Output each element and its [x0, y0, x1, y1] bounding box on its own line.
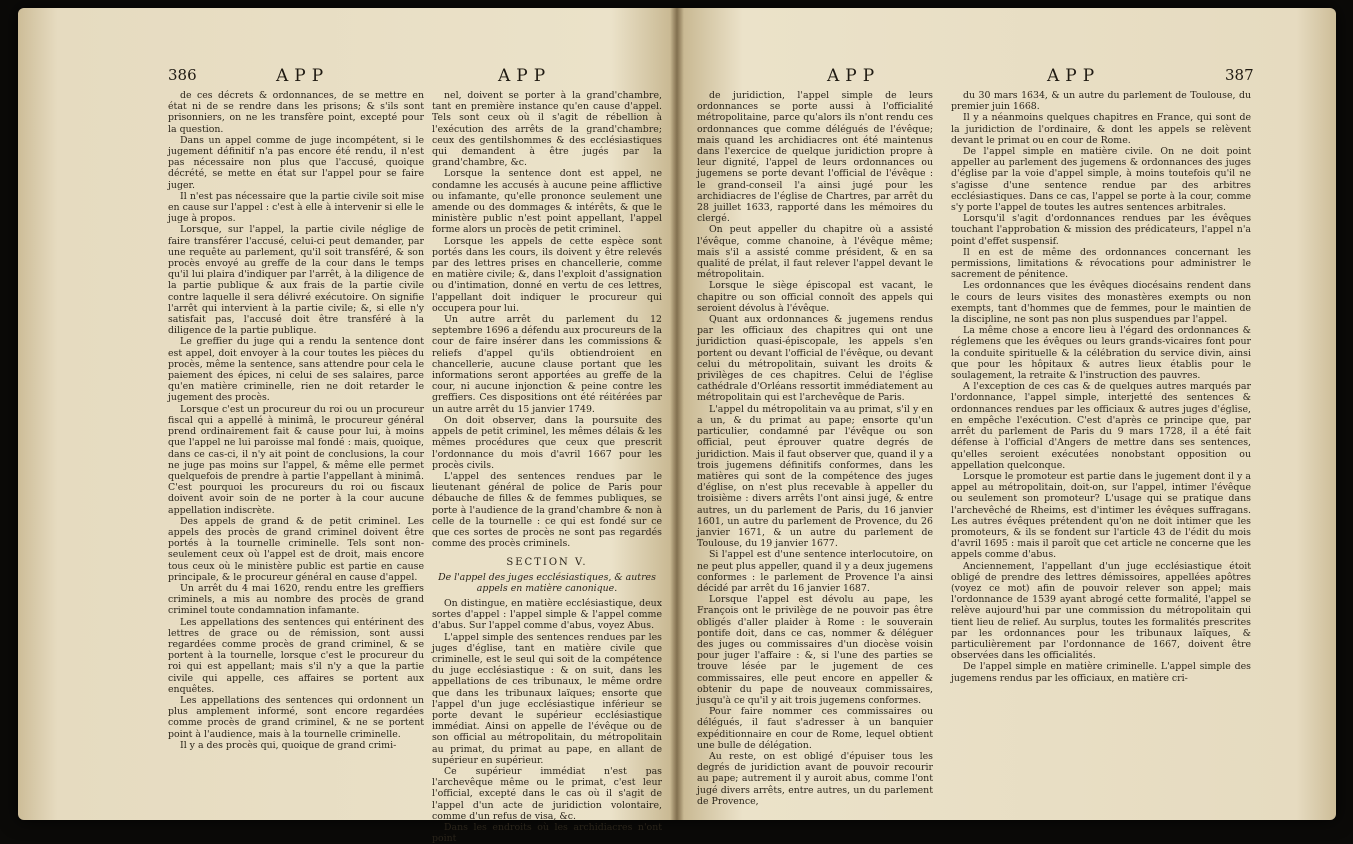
right-running-head-2: APP — [1047, 66, 1101, 86]
paragraph: nel, doivent se porter à la grand'chambre, tant en première instance qu'en cause d'appel. Tels sont ceux où il s'agit de rébellion à l'exécution des arrêts de la grand'chambre; ceux des gentilshommes & des ecclésiastiques qui demandent à être jugés par la grand'chambre, &c. — [432, 90, 662, 169]
right-running-head-1: APP — [827, 66, 881, 86]
paragraph: On distingue, en matière ecclésiastique, deux sortes d'appel : l'appel simple & l'appel comme d'abus. Sur l'appel comme d'abus, voyez Abus. — [432, 597, 662, 632]
paragraph: de juridiction, l'appel simple de leurs ordonnances se porte aussi à l'officialité métropolitaine, parce qu'alors ils n'ont rendu ces ordonnances que comme délégués de l'évêque; mais quand les archidiacres ont été maintenus dans l'exercice de quelque juridiction propre à leur dignité, l'appel de leurs ordonnances ou jugemens se porte devant l'official de l'évêque : le grand-conseil l'a ainsi jugé pour les archidiacres de l'église de Chartres, par arrêt du 28 juillet 1633, rapporté dans les mémoires du clergé. — [697, 90, 933, 225]
paragraph: Il y a des procès qui, quoique de grand crimi- — [180, 739, 397, 751]
paragraph: De l'appel simple en matière civile. On ne doit point appeller au parlement des jugemens & ordonnances des juges d'église par la voie d'appel simple, à moins toutefois qu'il ne s'agisse d'une sentence rendue par des arbitres ecclésiastiques. Dans ce cas, l'appel se porte à la cour, comme s'y porte l'appel de toutes les autres sentences arbitrales. — [951, 146, 1251, 214]
paragraph: Les ordonnances que les évêques diocésains rendent dans le cours de leurs visites des monastères exempts ou non exempts, tant d'hommes que de femmes, pour le maintien de la discipline, ne sont pas non plus suspendues par l'appel. — [951, 280, 1251, 326]
paragraph: L'appel des sentences rendues par le lieutenant général de police de Paris pour débauche de filles & de femmes publiques, se porte à l'audience de la grand'chambre & non à celle de la tournelle : ce qui est fondé sur ce que ces sortes de procès ne sont pas regardés comme des procès criminels. — [432, 470, 662, 550]
paragraph: Si l'appel est d'une sentence interlocutoire, on ne peut plus appeller, quand il y a deux jugemens conformes : le parlement de Provence l'a ainsi décidé par arrêt du 16 janvier 1687. — [697, 549, 933, 594]
left-page-number: 386 — [168, 66, 197, 84]
paragraph: Il en est de même des ordonnances concernant les permissions, limitations & révocations pour administrer le sacrement de pénitence. — [951, 246, 1251, 281]
left-page-column-2 — [432, 90, 662, 844]
paragraph: Lorsque le siège épiscopal est vacant, le chapitre ou son official connoît des appels qui seroient dévolus à l'évêque. — [697, 280, 933, 314]
paragraph: Lorsque le promoteur est partie dans le jugement dont il y a appel au métropolitain, doit-on, sur l'appel, intimer l'évêque ou seulement son promoteur? L'usage qui se pratique dans l'archevêché de Rheims, est d'intimer les évêques suffragans. Les autres évêques prétendent qu'on ne doit intimer que les promoteurs, & ils se fondent sur l'article 43 de l'édit du mois d'avril 1695 : mais il paroît que cet article ne concerne que les appels comme d'abus. — [951, 470, 1251, 561]
right-page-column-1 — [697, 90, 933, 810]
book-spread — [18, 8, 1336, 844]
section-subtitle: De l'appel des juges ecclésiastiques, & autres appels en matière canonique. — [438, 571, 656, 594]
paragraph: Le greffier du juge qui a rendu la sentence dont est appel, doit envoyer à la cour toutes les pièces du procès, même la sentence, sans attendre pour cela le paiement des épices, ni celui de ses salaires, parce qu'en matière criminelle, rien ne doit retarder le jugement des procès. — [168, 336, 424, 404]
paragraph: Anciennement, l'appellant d'un juge ecclésiastique étoit obligé de prendre des lettres démissoires, appellées apôtres (voyez ce mot) afin de pouvoir relever son appel; mais l'ordonnance de 1539 ayant abrogé cette formalité, l'appel se relève aujourd'hui par une commission du métropolitain qui tient lieu de relief. Au surplus, toutes les formalités prescrites par les ordonnances pour les tribunaux laïques, & particulièrement par l'ordonnance de 1667, doivent être observées dans les officialités. — [951, 560, 1251, 662]
paragraph: Lorsque l'appel est dévolu au pape, les François ont le privilège de ne pouvoir pas être obligés d'aller plaider à Rome : le souverain pontife doit, dans ce cas, nommer & déléguer des juges ou commissaires d'un diocèse voisin pour juger l'affaire : &, si l'une des parties se trouve lésée par le jugement de ces commissaires, elle peut encore en appeller & obtenir du pape de nouveaux commissaires, jusqu'à ce qu'il y ait trois jugemens conformes. — [697, 594, 933, 706]
paragraph: De l'appel simple en matière criminelle. L'appel simple des jugemens rendus par les officiaux, en matière cri- — [951, 661, 1251, 684]
paragraph: Quant aux ordonnances & jugemens rendus par les officiaux des chapitres qui ont une juridiction quasi-épiscopale, les appels s'en portent ou devant l'official de l'évêque, ou devant celui du métropolitain, suivant les droits & privilèges de ces chapitres. Celui de l'église cathédrale d'Orléans ressortit immédiatement au métropolitain qui est l'archevêque de Paris. — [697, 314, 933, 404]
paragraph: A l'exception de ces cas & de quelques autres marqués par l'ordonnance, l'appel simple, interjetté des sentences & ordonnances rendues par les officiaux & autres juges d'église, en empêche l'exécution. C'est d'après ce principe que, par arrêt du parlement de Paris du 9 mars 1728, il a été fait défense à l'official d'Angers de mettre dans ses sentences, qu'elles seroient exécutées nonobstant opposition ou appellation quelconque. — [951, 381, 1251, 471]
right-page — [677, 8, 1336, 820]
paragraph: Lorsque c'est un procureur du roi ou un procureur fiscal qui a appellé à minimâ, le procureur général prend ordinairement fait & cause pour lui, à moins que l'appel ne lui paroisse mal fondé : mais, quoique, dans ce cas-ci, il n'y ait point de conclusions, la cour ne juge pas moins sur l'appel, & même elle permet quelquefois de prendre à partie l'appellant à minimâ. C'est pourquoi les procureurs du roi ou fiscaux doivent avoir soin de ne porter à la cour aucune appellation indiscrète. — [168, 403, 424, 516]
paragraph: du 30 mars 1634, & un autre du parlement de Toulouse, du premier juin 1668. — [951, 90, 1251, 113]
paragraph: Lorsque la sentence dont est appel, ne condamne les accusés à aucune peine afflictive ou infamante, qu'elle prononce seulement une amende ou des dommages & intérêts, & que le ministère public n'est point appellant, l'appel forme alors un procès de petit criminel. — [432, 168, 662, 236]
paragraph: Les appellations des sentences qui entérinent des lettres de grace ou de rémission, sont aussi regardées comme procès de grand criminel, & se portent à la tournelle, lorsque c'est le procureur du roi qui est appellant; mais s'il n'y a que la partie civile qui appelle, ces affaires se portent aux enquêtes. — [168, 616, 424, 695]
paragraph: Il y a néanmoins quelques chapitres en France, qui sont de la juridiction de l'ordinaire, & dont les appels se relèvent devant le primat ou en cour de Rome. — [951, 112, 1251, 146]
paragraph: Au reste, on est obligé d'épuiser tous les degrés de juridiction avant de pouvoir recourir au pape; autrement il y auroit abus, comme l'ont jugé divers arrêts, entre autres, un du parlement de Provence, — [697, 750, 933, 807]
book-gutter — [670, 8, 684, 820]
left-page-header — [18, 66, 677, 86]
paragraph: Ce supérieur immédiat n'est pas l'archevêque même ou le primat, c'est leur l'official, excepté dans le cas où il s'agit de l'appel d'un acte de juridiction volontaire, comme d'un refus de visa, &c. — [432, 765, 662, 822]
paragraph: Il n'est pas nécessaire que la partie civile soit mise en cause sur l'appel : c'est à elle à intervenir si elle le juge à propos. — [168, 190, 424, 225]
right-page-number: 387 — [1225, 66, 1254, 84]
left-running-head-1: APP — [276, 66, 330, 86]
right-page-header — [677, 66, 1336, 86]
paragraph: Lorsque les appels de cette espèce sont portés dans les cours, ils doivent y être relevés par des lettres prises en chancellerie, comme en matière civile; &, dans l'exploit d'assignation ou d'intimation, donné en vertu de ces lettres, l'appellant doit indiquer le procureur qui occupera pour lui. — [432, 235, 662, 314]
paragraph: La même chose a encore lieu à l'égard des ordonnances & réglemens que les évêques ou leurs grands-vicaires font pour la conduite spirituelle & la célébration du service divin, ainsi que pour les hôpitaux & autres lieux établis pour le soulagement, la retraite & l'instruction des pauvres. — [951, 325, 1251, 382]
paragraph: Dans un appel comme de juge incompétent, si le jugement définitif n'a pas encore été rendu, il n'est pas nécessaire non plus que l'accusé, quoique décrété, se mette en état sur l'appel pour se faire juger. — [168, 134, 424, 191]
paragraph: Lorsqu'il s'agit d'ordonnances rendues par les évêques touchant l'approbation & mission des prédicateurs, l'appel n'a point d'effet suspensif. — [951, 213, 1251, 247]
paragraph: L'appel simple des sentences rendues par les juges d'église, tant en matière civile que criminelle, est le seul qui soit de la compétence du juge ecclésiastique : & on suit, dans les appellations de ces tribunaux, le même ordre que dans les tribunaux laïques; ensorte que l'appel d'un juge ecclésiastique inférieur se porte devant le supérieur ecclésiastique immédiat. Ainsi on appelle de l'évêque ou de son official au métropolitain, du métropolitain au primat, du primat au pape, en allant de supérieur en supérieur. — [432, 631, 662, 766]
left-page-column-1 — [168, 90, 424, 810]
paragraph: On peut appeller du chapitre où a assisté l'évêque, comme chanoine, à l'évêque même; mais s'il a assisté comme président, & en sa qualité de prélat, il faut relever l'appel devant le métropolitain. — [697, 224, 933, 281]
paragraph: Des appels de grand & de petit criminel. Les appels des procès de grand criminel doivent être portés à la tournelle criminelle. Tels sont non-seulement ceux où l'appel est de droit, mais encore tous ceux où le ministère public est partie en cause principale, & le procureur général en cause d'appel. — [168, 515, 424, 583]
paragraph: L'appel du métropolitain va au primat, s'il y en a un, & du primat au pape; ensorte qu'un particulier, condamné par l'évêque ou son official, peut éprouver quatre degrés de juridiction. Mais il faut observer que, quand il y a trois jugemens définitifs conformes, dans les matières qui sont de la compétence des juges d'église, on n'est plus recevable à appeller du troisième : divers arrêts l'ont ainsi jugé, & entre autres, un du parlement de Paris, du 16 janvier 1601, un autre du parlement de Provence, du 26 janvier 1671, & un autre du parlement de Toulouse, du 19 janvier 1677. — [697, 403, 933, 550]
left-page — [18, 8, 677, 844]
paragraph: Dans les endroits où les archidiacres n'ont point — [432, 822, 662, 844]
left-running-head-2: APP — [498, 66, 552, 86]
paragraph: Lorsque, sur l'appel, la partie civile néglige de faire transférer l'accusé, celui-ci peut demander, par une requête au parlement, qu'il soit transféré, & son procès envoyé au greffe de la cour dans le temps qu'il lui plaira d'indiquer par l'arrêt, à la diligence de la partie publique & aux frais de la partie civile contre laquelle il sera délivré exécutoire. On signifie l'arrêt qui intervient à la partie civile; &, si elle n'y satisfait pas, l'accusé doit être transféré à la diligence de la partie publique. — [168, 224, 424, 337]
right-page-column-2 — [951, 90, 1251, 810]
paragraph: Les appellations des sentences qui ordonnent un plus amplement informé, sont encore regardées comme procès de grand criminel, & ne se portent point à l'audience, mais à la tournelle criminelle. — [168, 694, 424, 740]
paragraph: Pour faire nommer ces commissaires ou délégués, il faut s'adresser à un banquier expéditionnaire en cour de Rome, lequel obtient une bulle de délégation. — [697, 706, 933, 751]
paragraph: Un arrêt du 4 mai 1620, rendu entre les greffiers criminels, a mis au nombre des procès de grand criminel toute condamnation infamante. — [168, 582, 424, 617]
paragraph: On doit observer, dans la poursuite des appels de petit criminel, les mêmes délais & les mêmes procédures que ceux que prescrit l'ordonnance du mois d'avril 1667 pour les procès civils. — [432, 414, 662, 471]
section-heading: SECTION V. — [506, 557, 588, 569]
paragraph: Un autre arrêt du parlement du 12 septembre 1696 a défendu aux procureurs de la cour de faire insérer dans les commissions & reliefs d'appel qu'ils obtiendroient en chancellerie, aucune clause portant que les informations seront apportées au greffe de la cour, ni aucune injonction & peine contre les greffiers. Ces dispositions ont été réitérées par un autre arrêt du 15 janvier 1749. — [432, 314, 662, 415]
paragraph: de ces décrets & ordonnances, de se mettre en état ni de se rendre dans les prisons; & s'ils sont prisonniers, on ne les transfère point, excepté pour la question. — [168, 90, 424, 135]
